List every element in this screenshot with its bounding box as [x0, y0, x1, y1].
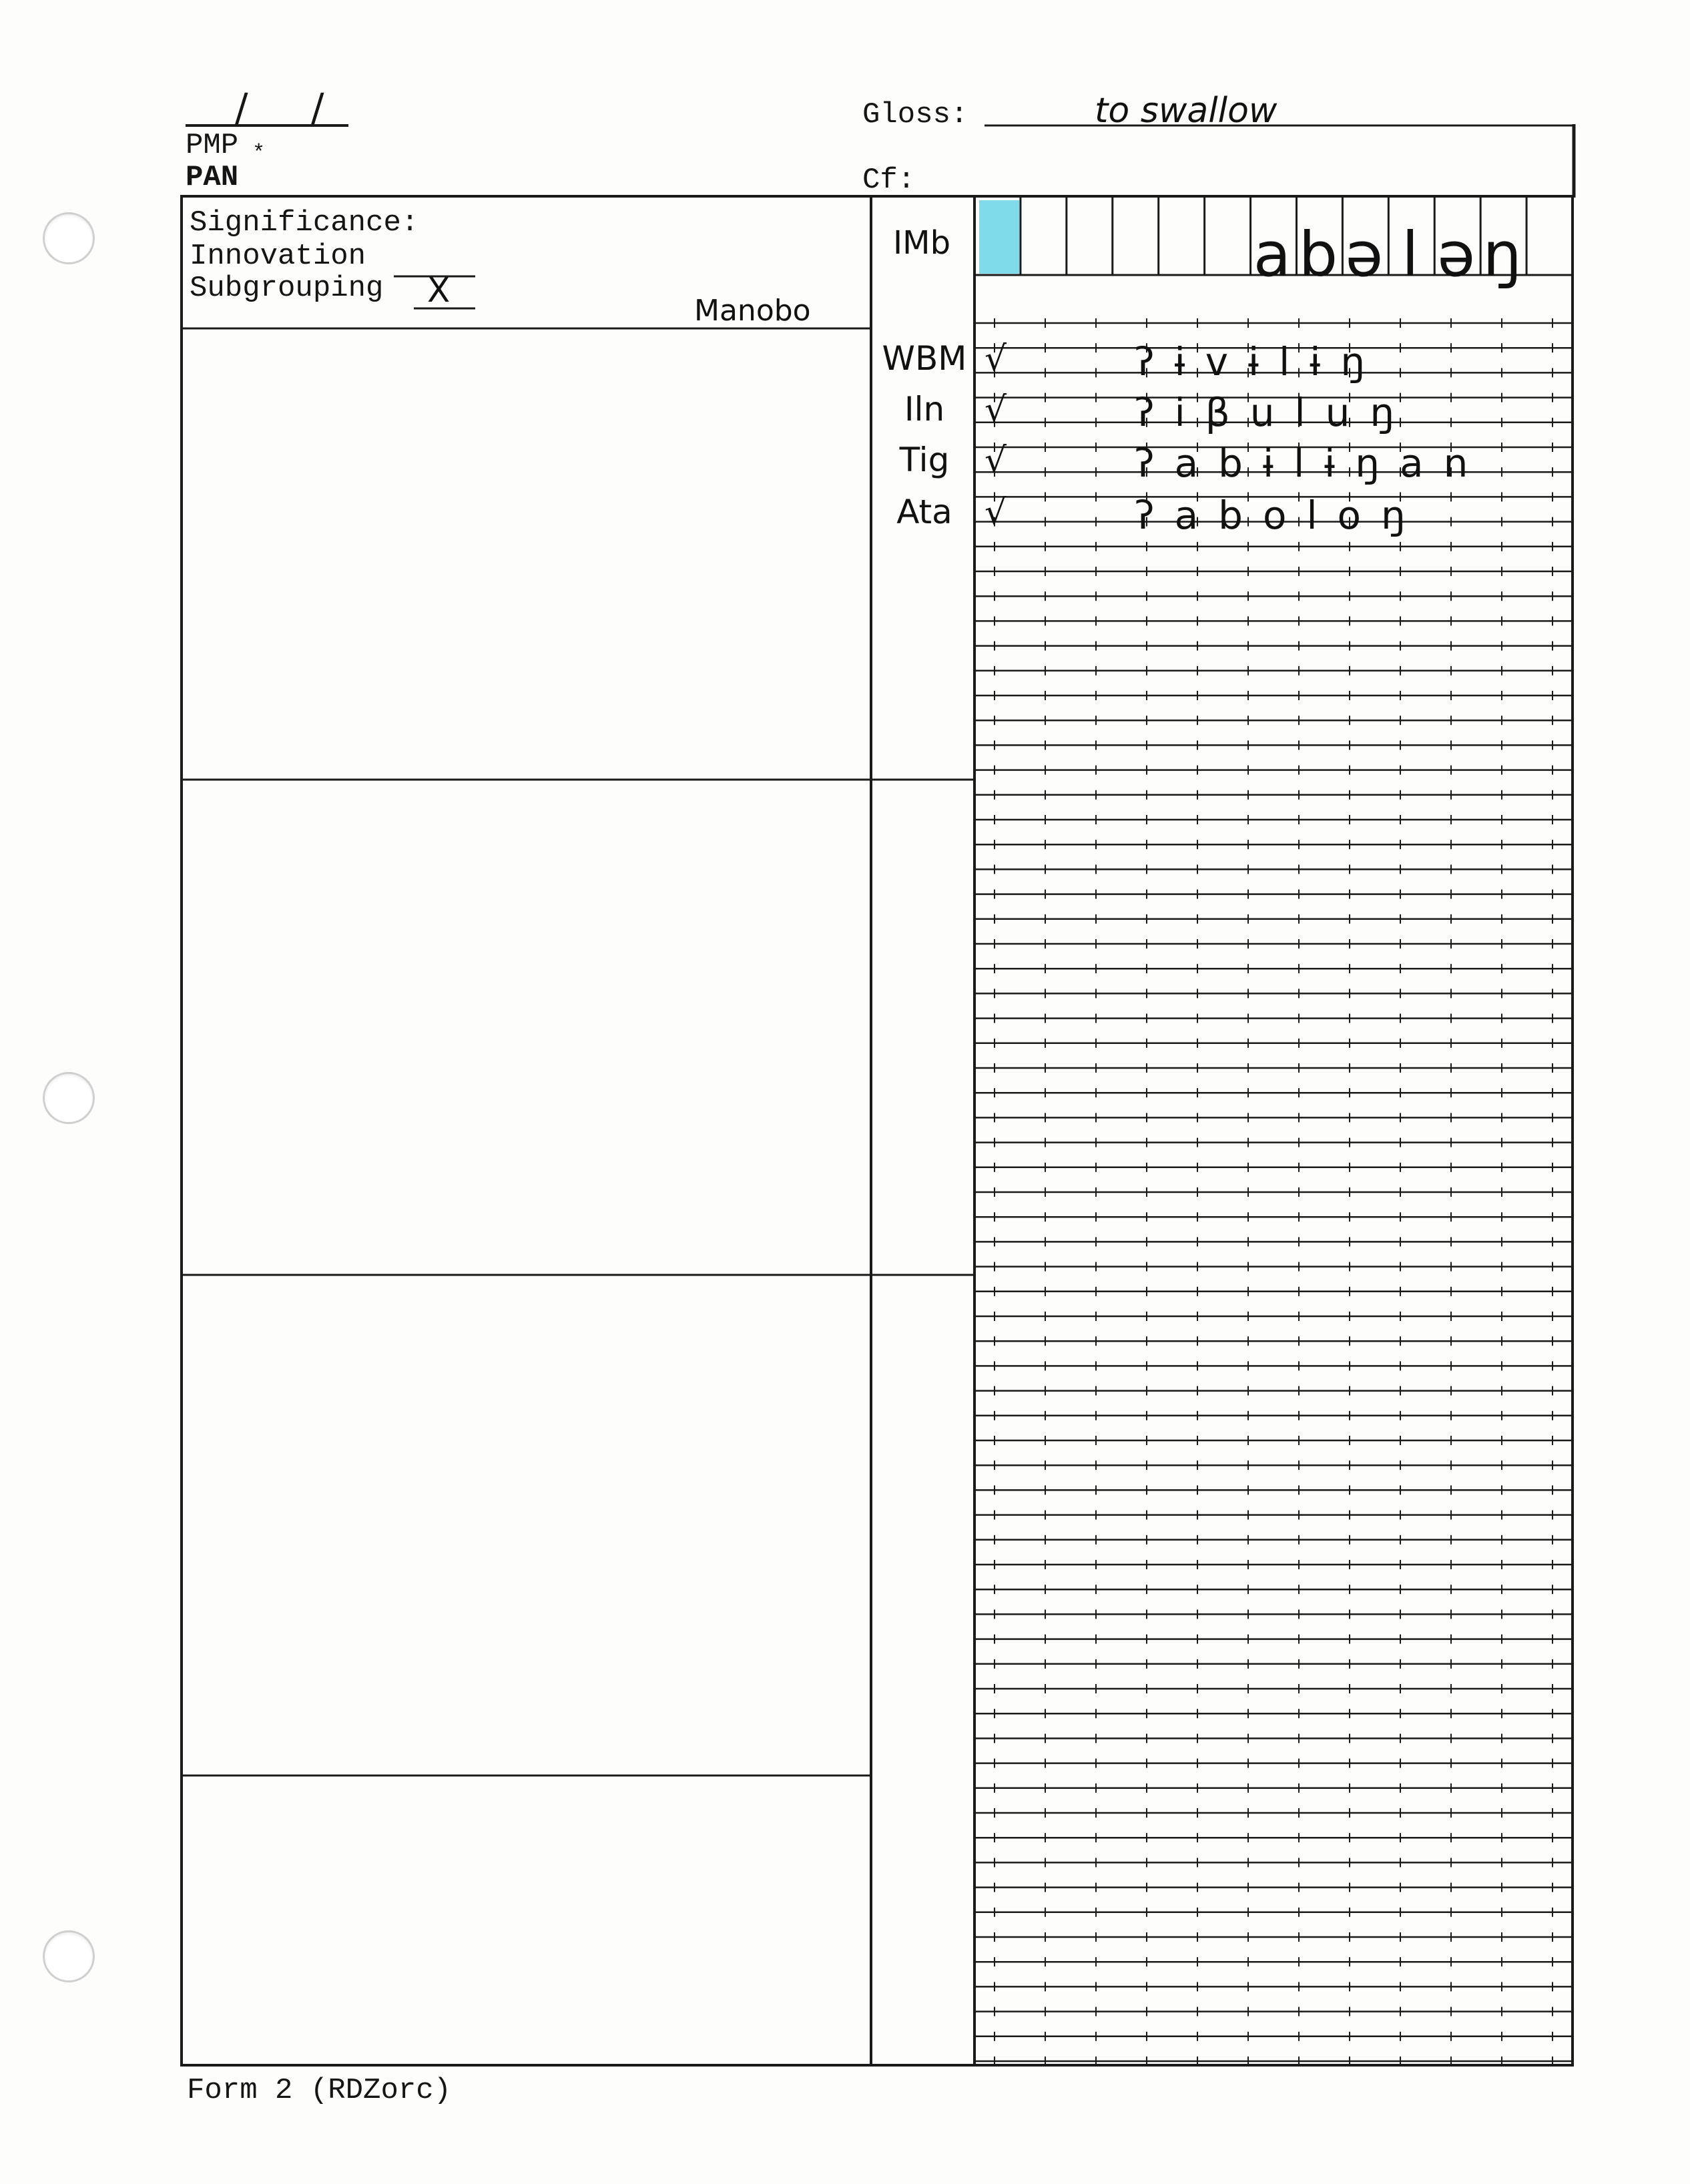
form-label: Form 2 (RDZorc) [187, 2074, 452, 2107]
subgrouping-label: Subgrouping [190, 272, 384, 305]
pan-label: PAN [186, 161, 239, 194]
pmp-label: PMP [186, 129, 239, 162]
highlighted-cell [979, 200, 1019, 274]
entry-form: ʔaboloŋ [1135, 493, 1426, 538]
entry-code: Iln [904, 390, 945, 429]
gloss-label: Gloss: [862, 98, 968, 131]
date-field: / / [235, 85, 350, 130]
entry-code: Tig [899, 441, 950, 479]
entry-check: √ [984, 339, 1007, 379]
subgrouping-value: X [427, 271, 451, 310]
entry-check: √ [984, 441, 1007, 481]
reconstruction-letter: a [1253, 219, 1292, 290]
reconstruction-language: IMb [893, 224, 951, 262]
gloss-value: to swallow [1095, 91, 1278, 131]
entry-row-ata [874, 493, 1569, 539]
reconstruction-letter: ə [1345, 219, 1384, 290]
entry-row-iln [874, 390, 1569, 437]
reconstruction-letter: ŋ [1482, 219, 1522, 290]
entry-code: Ata [896, 493, 952, 531]
entry-form: ʔɨvɨlɨŋ [1135, 339, 1386, 384]
reconstruction-letter: l [1401, 219, 1419, 290]
reconstruction-letter: ə [1437, 219, 1475, 290]
innovation-label: Innovation [190, 240, 366, 273]
significance-title: Significance: [190, 206, 419, 240]
pmp-star: * [252, 141, 266, 166]
entry-row-tig [874, 441, 1569, 487]
group-note: Manobo [694, 294, 811, 328]
entry-row-wbm [874, 339, 1569, 386]
entry-check: √ [984, 390, 1007, 430]
cf-label: Cf: [862, 164, 916, 197]
entry-code: WBM [882, 339, 967, 378]
entry-form: ʔabɨlɨŋan [1135, 441, 1488, 486]
entry-form: ʔiβuluŋ [1135, 390, 1415, 435]
reconstruction-letter: b [1298, 219, 1338, 290]
entry-check: √ [984, 493, 1007, 533]
